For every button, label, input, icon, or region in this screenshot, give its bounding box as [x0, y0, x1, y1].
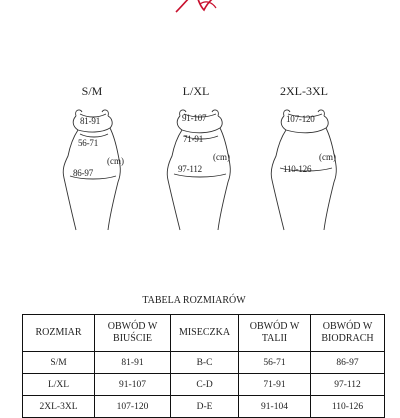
- unit-label-lxl: (cm): [213, 152, 230, 162]
- table-cell: 56-71: [239, 352, 311, 374]
- table-cell: 110-126: [311, 396, 385, 418]
- bust-value-sm: 81-91: [80, 116, 100, 126]
- table-cell: 91-104: [239, 396, 311, 418]
- table-cell: S/M: [23, 352, 95, 374]
- table-row: [23, 396, 385, 418]
- size-label-lxl: L/XL: [182, 84, 210, 98]
- hips-value-lxl: 97-112: [178, 164, 202, 174]
- table-header-row: [23, 315, 385, 352]
- body-figure-sm-icon: [58, 106, 148, 231]
- table-row: [23, 374, 385, 396]
- table-cell: 71-91: [239, 374, 311, 396]
- size-label-2xl3xl: 2XL-3XL: [280, 84, 328, 98]
- table-cell: 107-120: [95, 396, 171, 418]
- table-row: [23, 352, 385, 374]
- size-label-sm: S/M: [81, 84, 103, 98]
- header-cup: MISECZKA: [171, 315, 239, 352]
- waist-value-lxl: 71-91: [183, 134, 203, 144]
- table-cell: 86-97: [311, 352, 385, 374]
- table-cell: C-D: [171, 374, 239, 396]
- header-waist: OBWÓD W TALII: [239, 315, 311, 352]
- size-table-title: TABELA ROZMIARÓW: [142, 295, 246, 306]
- header-bust: OBWÓD W BIUŚCIE: [95, 315, 171, 352]
- unit-label-2xl3xl: (cm): [319, 152, 336, 162]
- table-cell: L/XL: [23, 374, 95, 396]
- table-cell: D-E: [171, 396, 239, 418]
- hips-value-2xl3xl: 110-126: [283, 164, 312, 174]
- unit-label-sm: (cm): [107, 156, 124, 166]
- hips-value-sm: 86-97: [73, 168, 93, 178]
- bust-value-2xl3xl: 107-120: [286, 114, 315, 124]
- header-size: ROZMIAR: [23, 315, 95, 352]
- table-cell: 81-91: [95, 352, 171, 374]
- size-table: [22, 314, 385, 418]
- table-cell: 97-112: [311, 374, 385, 396]
- bust-value-lxl: 91-107: [182, 113, 207, 123]
- table-cell: B-C: [171, 352, 239, 374]
- header-hips: OBWÓD W BIODRACH: [311, 315, 385, 352]
- waist-value-sm: 56-71: [78, 138, 98, 148]
- table-cell: 91-107: [95, 374, 171, 396]
- brand-monogram-icon: [170, 0, 230, 16]
- table-cell: 2XL-3XL: [23, 396, 95, 418]
